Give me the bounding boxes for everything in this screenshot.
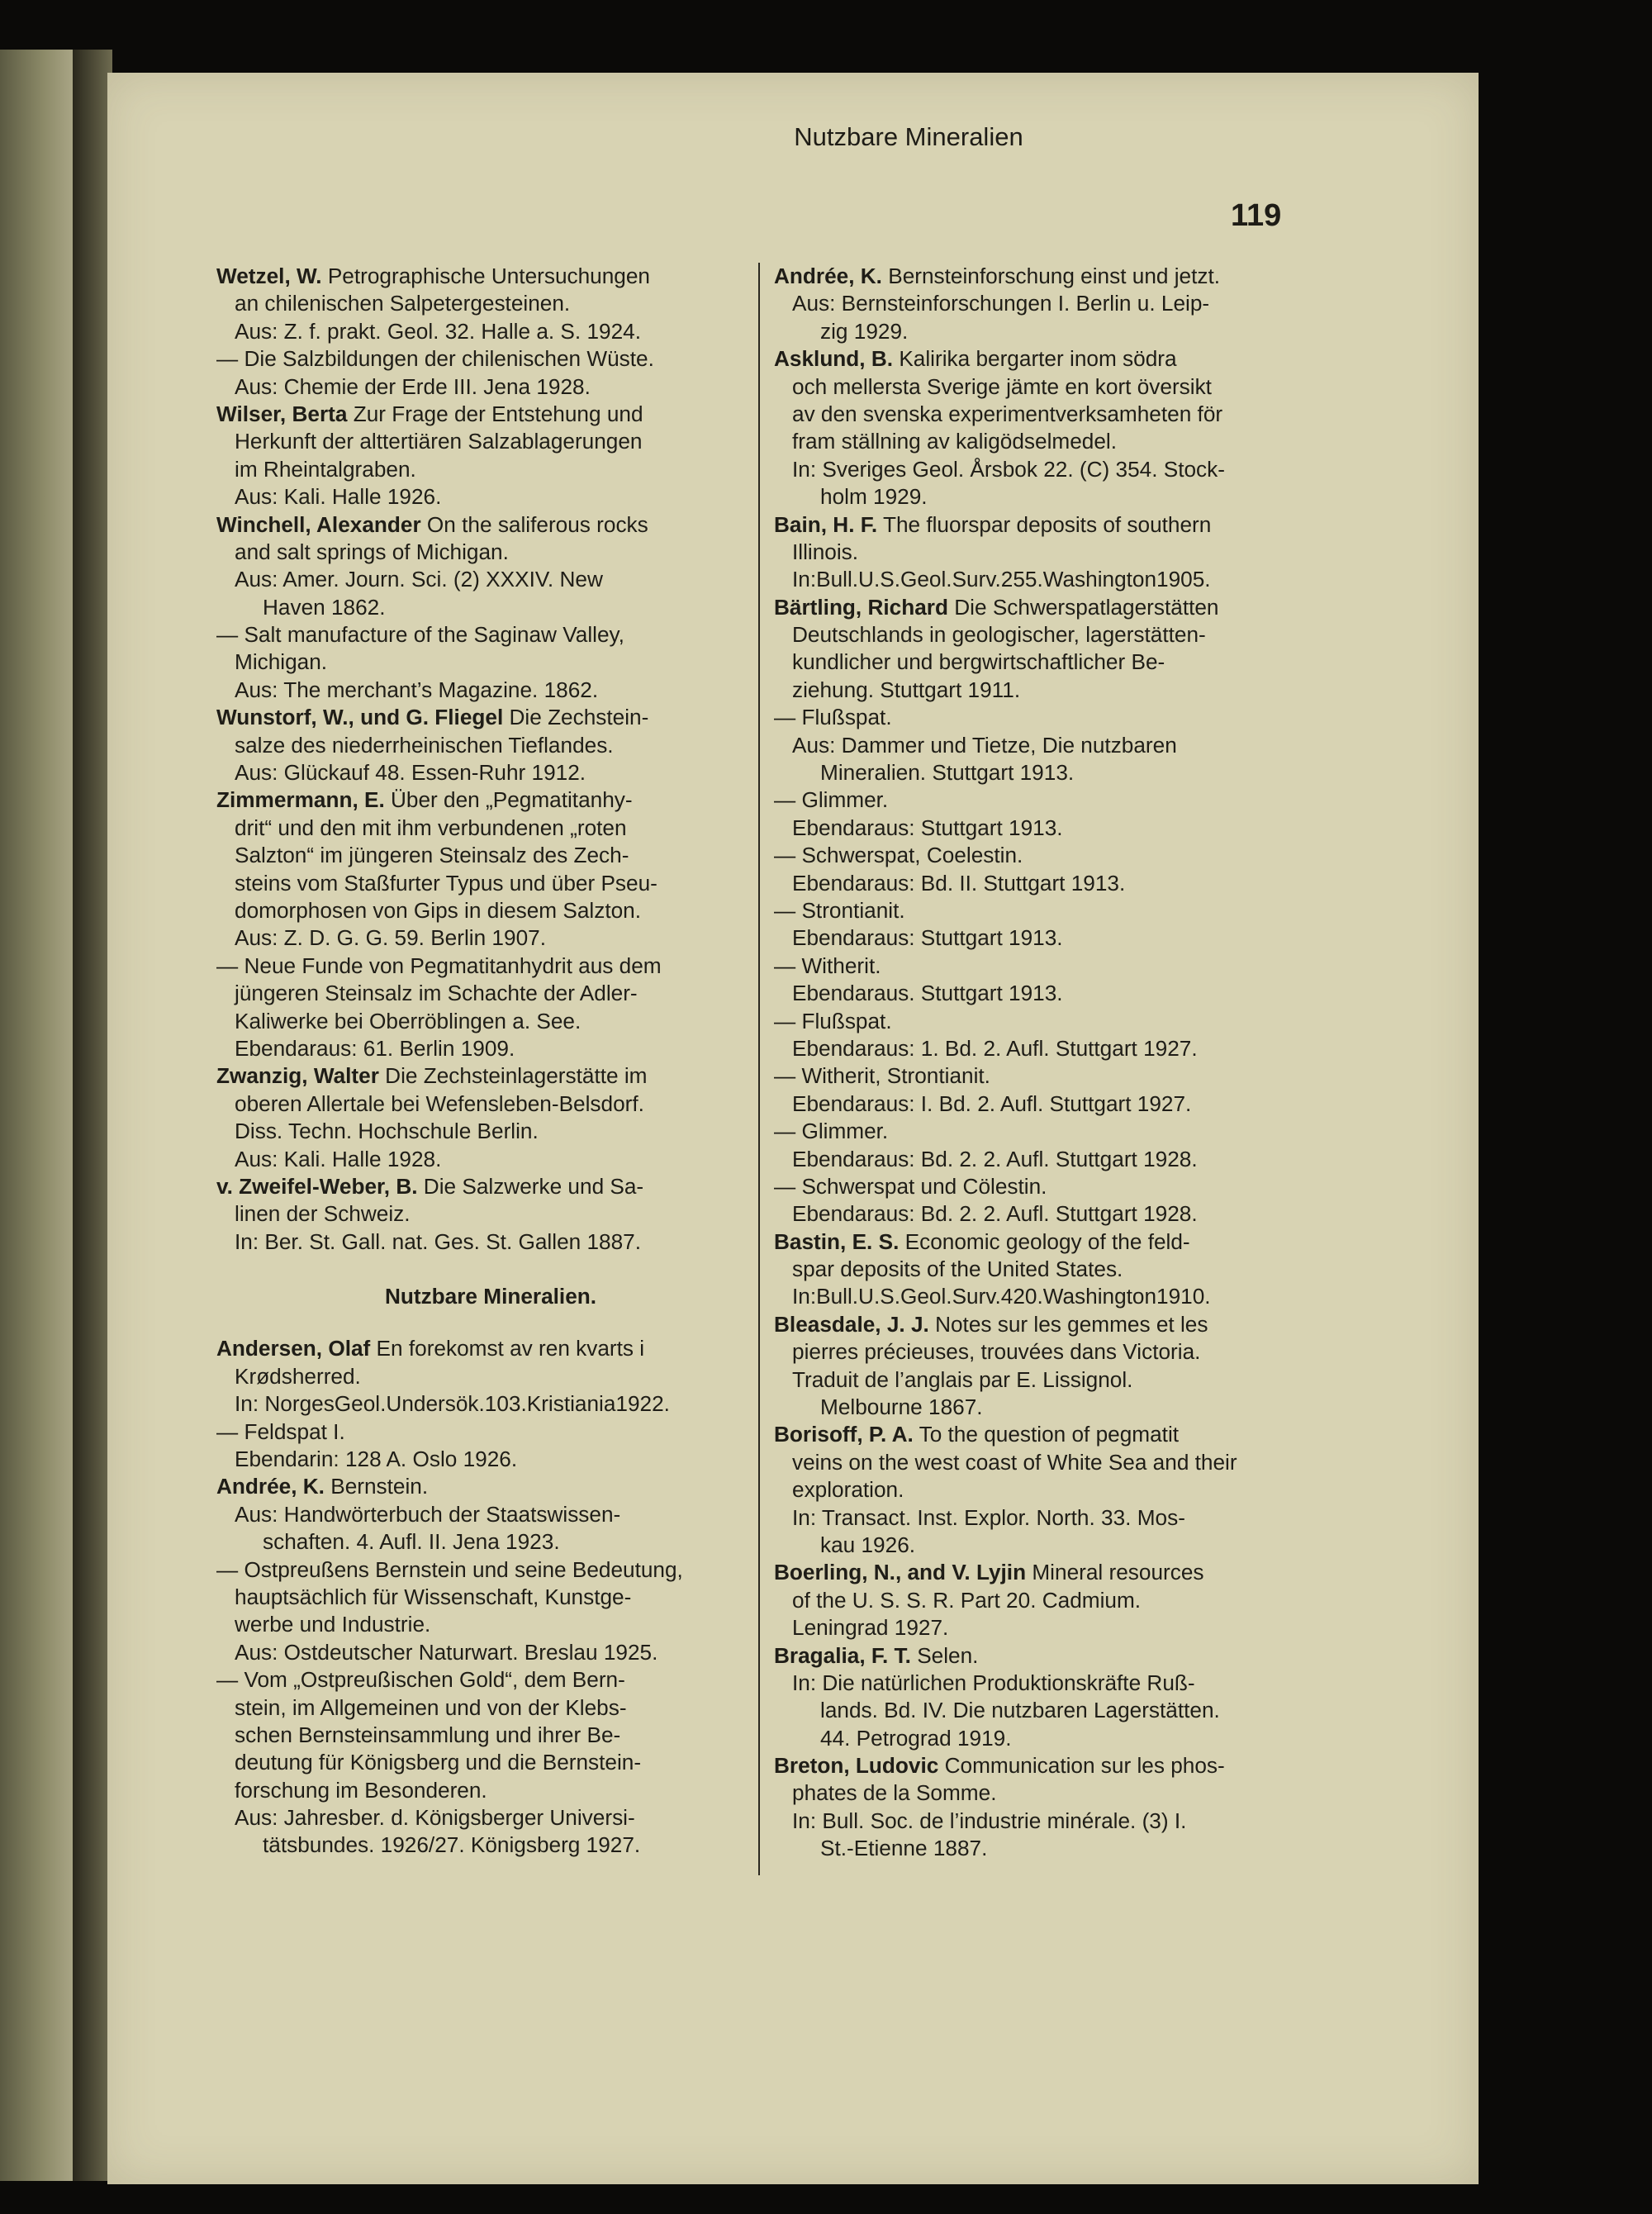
entry-text: and salt springs of Michigan. bbox=[235, 539, 509, 564]
entry-text: To the question of pegmatit bbox=[913, 1422, 1180, 1447]
entry-text: Aus: Chemie der Erde III. Jena 1928. bbox=[235, 373, 591, 399]
entry-text: Traduit de l’anglais par E. Lissignol. bbox=[792, 1366, 1133, 1392]
entry-line bbox=[774, 953, 1298, 980]
entry-text: och mellersta Sverige jämte en kort översikt bbox=[792, 373, 1212, 399]
left-entries-top bbox=[216, 263, 740, 1256]
entry-text: Aus: The merchant’s Magazine. 1862. bbox=[235, 677, 599, 702]
page-number: 119 bbox=[1231, 198, 1282, 233]
entry-text: — Flußspat. bbox=[774, 1008, 892, 1033]
entry-text: Petrographische Untersuchungen bbox=[321, 264, 650, 288]
entry-text: St.-Etienne 1887. bbox=[820, 1836, 988, 1861]
entry-line bbox=[774, 980, 1298, 1007]
entry-text: oberen Allertale bei Wefensleben-Belsdorf. bbox=[235, 1090, 644, 1116]
entry-text: On the saliferous rocks bbox=[420, 511, 648, 537]
entry-text: salze des niederrheinischen Tieflandes. bbox=[235, 732, 614, 758]
entry-heading-line bbox=[216, 511, 740, 539]
entry-line bbox=[774, 1035, 1298, 1062]
author-name: Andersen, Olaf bbox=[216, 1336, 371, 1361]
entry-line bbox=[216, 1228, 740, 1256]
entry-line bbox=[216, 1446, 740, 1473]
author-name: Asklund, B. bbox=[774, 346, 894, 372]
entry-text: Mineral resources bbox=[1026, 1560, 1204, 1585]
entry-line bbox=[216, 1611, 740, 1638]
entry-text: Salzton“ im jüngeren Steinsalz des Zech- bbox=[235, 843, 629, 868]
entry-line bbox=[774, 428, 1298, 455]
entry-text: Aus: Jahresber. d. Königsberger Universi- bbox=[235, 1805, 635, 1831]
entry-line bbox=[774, 1173, 1298, 1200]
author-name: Wetzel, W. bbox=[216, 264, 322, 288]
entry-text: Über den „Pegmatitanhy- bbox=[384, 787, 633, 813]
entry-text: fram ställning av kaligödselmedel. bbox=[792, 429, 1118, 454]
entry-text: In: Transact. Inst. Explor. North. 33. Mos- bbox=[792, 1504, 1185, 1530]
left-entries-bottom bbox=[216, 1335, 740, 1859]
entry-line bbox=[216, 428, 740, 455]
entry-line bbox=[216, 1694, 740, 1722]
entry-line bbox=[774, 1670, 1298, 1697]
entry-text: linen der Schweiz. bbox=[235, 1201, 411, 1227]
entry-line bbox=[774, 924, 1298, 952]
entry-line bbox=[774, 704, 1298, 731]
entry-line bbox=[774, 318, 1298, 345]
entry-line bbox=[216, 815, 740, 842]
entry-text: stein, im Allgemeinen und von der Klebs- bbox=[235, 1694, 627, 1720]
entry-line bbox=[216, 1777, 740, 1804]
entry-heading-line bbox=[216, 1335, 740, 1362]
entry-line bbox=[774, 1779, 1298, 1807]
entry-line bbox=[216, 1804, 740, 1832]
entry-text: In: Bull. Soc. de l’industrie minérale. (3) I. bbox=[792, 1808, 1187, 1833]
entry-line bbox=[216, 1556, 740, 1584]
entry-line bbox=[774, 1835, 1298, 1862]
entry-line bbox=[216, 1666, 740, 1694]
entry-line bbox=[216, 677, 740, 704]
entry-heading-line bbox=[774, 1421, 1298, 1448]
entry-text: — Ostpreußens Bernstein und seine Bedeutung, bbox=[216, 1556, 683, 1582]
entry-text: Aus: Kali. Halle 1926. bbox=[235, 484, 442, 510]
entry-line bbox=[216, 566, 740, 593]
entry-text: Aus: Bernsteinforschungen I. Berlin u. Leip- bbox=[792, 291, 1210, 316]
entry-text: Haven 1862. bbox=[263, 594, 386, 620]
entry-text: Die Salzwerke und Sa- bbox=[417, 1173, 644, 1199]
entry-text: of the U. S. S. R. Part 20. Cadmium. bbox=[792, 1587, 1142, 1613]
entry-text: Aus: Amer. Journ. Sci. (2) XXXIV. New bbox=[235, 567, 603, 592]
entry-text: Ebendaraus: I. Bd. 2. Aufl. Stuttgart 1927. bbox=[792, 1090, 1192, 1116]
entry-line bbox=[774, 456, 1298, 483]
entry-text: — Neue Funde von Pegmatitanhydrit aus dem bbox=[216, 953, 662, 978]
entry-text: Aus: Kali. Halle 1928. bbox=[235, 1146, 442, 1171]
entry-line bbox=[216, 621, 740, 649]
entry-text: Ebendaraus: Bd. 2. 2. Aufl. Stuttgart 1928. bbox=[792, 1146, 1198, 1171]
entry-heading-line bbox=[216, 1062, 740, 1090]
entry-line bbox=[216, 594, 740, 621]
entry-text: lands. Bd. IV. Die nutzbaren Lagerstätten. bbox=[820, 1698, 1220, 1723]
author-name: Bain, H. F. bbox=[774, 511, 878, 537]
entry-line bbox=[774, 1118, 1298, 1145]
entry-line bbox=[774, 786, 1298, 814]
author-name: Borisoff, P. A. bbox=[774, 1422, 914, 1447]
entry-text: Illinois. bbox=[792, 539, 859, 564]
entry-line bbox=[774, 897, 1298, 924]
entry-text: — Schwerspat und Cölestin. bbox=[774, 1173, 1047, 1199]
entry-line bbox=[774, 759, 1298, 786]
previous-page-edge bbox=[0, 50, 73, 2181]
entry-line bbox=[216, 649, 740, 676]
entry-line bbox=[216, 539, 740, 566]
entry-line bbox=[774, 1614, 1298, 1641]
entry-text: Bernstein. bbox=[324, 1474, 429, 1499]
entry-line bbox=[216, 1528, 740, 1556]
entry-text: an chilenischen Salpetergesteinen. bbox=[235, 291, 571, 316]
entry-text: — Die Salzbildungen der chilenischen Wüste. bbox=[216, 346, 654, 372]
entry-line bbox=[774, 1476, 1298, 1504]
entry-text: veins on the west coast of White Sea and their bbox=[792, 1449, 1237, 1475]
entry-text: steins vom Staßfurter Typus und über Pseu- bbox=[235, 870, 657, 896]
entry-heading-line bbox=[774, 1642, 1298, 1670]
entry-text: ziehung. Stuttgart 1911. bbox=[792, 677, 1021, 702]
right-column bbox=[774, 263, 1298, 1863]
entry-heading-line bbox=[216, 704, 740, 731]
entry-text: Communication sur les phos- bbox=[938, 1753, 1225, 1779]
entry-line bbox=[216, 318, 740, 345]
entry-heading-line bbox=[774, 263, 1298, 290]
entry-text: zig 1929. bbox=[820, 318, 909, 344]
entry-text: Ebendaraus: 1. Bd. 2. Aufl. Stuttgart 1927. bbox=[792, 1035, 1198, 1061]
entry-text: In:Bull.U.S.Geol.Surv.420.Washington1910. bbox=[792, 1284, 1211, 1309]
entry-line bbox=[216, 1090, 740, 1118]
entry-line bbox=[774, 1366, 1298, 1394]
entry-line bbox=[774, 1394, 1298, 1421]
author-name: Bastin, E. S. bbox=[774, 1228, 900, 1254]
entry-line bbox=[216, 1639, 740, 1666]
entry-text: Ebendaraus: Stuttgart 1913. bbox=[792, 925, 1063, 951]
entry-text: Aus: Z. f. prakt. Geol. 32. Halle a. S. 1924. bbox=[235, 318, 641, 344]
entry-line bbox=[216, 456, 740, 483]
section-heading: Nutzbare Mineralien. bbox=[384, 1284, 597, 1309]
entry-text: pierres précieuses, trouvées dans Victoria. bbox=[792, 1339, 1201, 1365]
entry-text: In: Die natürlichen Produktionskräfte Ruß- bbox=[792, 1670, 1195, 1695]
right-entries bbox=[774, 263, 1298, 1863]
entry-line bbox=[774, 621, 1298, 649]
author-name: Zwanzig, Walter bbox=[216, 1063, 379, 1089]
entry-text: In: Ber. St. Gall. nat. Ges. St. Gallen 1887. bbox=[235, 1228, 641, 1254]
entry-line bbox=[774, 1449, 1298, 1476]
entry-text: deutung für Königsberg und die Bernstein- bbox=[235, 1750, 642, 1775]
entry-text: Aus: Handwörterbuch der Staatswissen- bbox=[235, 1501, 621, 1527]
entry-text: kundlicher und bergwirtschaftlicher Be- bbox=[792, 649, 1165, 675]
entry-line bbox=[216, 1363, 740, 1390]
entry-heading-line bbox=[216, 1173, 740, 1200]
entry-heading-line bbox=[216, 1473, 740, 1500]
entry-line bbox=[774, 842, 1298, 869]
entry-text: av den svenska experimentverksamheten för bbox=[792, 401, 1223, 426]
entry-line bbox=[216, 870, 740, 897]
book-gutter bbox=[73, 50, 112, 2181]
entry-text: Aus: Ostdeutscher Naturwart. Breslau 1925. bbox=[235, 1639, 658, 1665]
entry-text: Economic geology of the feld- bbox=[899, 1228, 1190, 1254]
entry-text: Selen. bbox=[910, 1642, 979, 1668]
entry-line bbox=[774, 815, 1298, 842]
entry-text: phates de la Somme. bbox=[792, 1780, 997, 1806]
entry-text: Krødsherred. bbox=[235, 1363, 361, 1389]
entry-text: Ebendaraus. Stuttgart 1913. bbox=[792, 981, 1063, 1006]
entry-line bbox=[216, 759, 740, 786]
author-name: Bragalia, F. T. bbox=[774, 1642, 911, 1668]
entry-text: im Rheintalgraben. bbox=[235, 456, 416, 482]
entry-text: Kalirika bergarter inom södra bbox=[893, 346, 1177, 372]
entry-text: Ebendaraus: Bd. II. Stuttgart 1913. bbox=[792, 870, 1126, 896]
entry-text: tätsbundes. 1926/27. Königsberg 1927. bbox=[263, 1832, 641, 1858]
entry-text: Deutschlands in geologischer, lagerstätten- bbox=[792, 622, 1206, 648]
entry-text: Diss. Techn. Hochschule Berlin. bbox=[235, 1119, 539, 1144]
entry-text: forschung im Besonderen. bbox=[235, 1777, 487, 1803]
entry-heading-line bbox=[774, 511, 1298, 539]
running-title: Nutzbare Mineralien bbox=[794, 122, 1023, 151]
author-name: Andrée, K. bbox=[216, 1474, 325, 1499]
entry-line bbox=[216, 290, 740, 317]
author-name: Bärtling, Richard bbox=[774, 594, 948, 620]
entry-line bbox=[216, 1008, 740, 1035]
entry-line bbox=[216, 1722, 740, 1749]
entry-line bbox=[774, 1090, 1298, 1118]
entry-text: — Witherit. bbox=[774, 953, 881, 978]
left-column bbox=[216, 263, 740, 1860]
entry-text: In: NorgesGeol.Undersök.103.Kristiania1922. bbox=[235, 1391, 670, 1417]
entry-line bbox=[216, 1390, 740, 1418]
entry-text: Ebendaraus: 61. Berlin 1909. bbox=[235, 1035, 515, 1061]
author-name: Wilser, Berta bbox=[216, 401, 348, 426]
entry-heading-line bbox=[216, 401, 740, 428]
entry-heading-line bbox=[774, 345, 1298, 373]
entry-heading-line bbox=[774, 1752, 1298, 1779]
entry-text: En forekomst av ren kvarts i bbox=[370, 1336, 645, 1361]
author-name: Winchell, Alexander bbox=[216, 511, 421, 537]
author-name: Andrée, K. bbox=[774, 264, 882, 288]
author-name: Boerling, N., and V. Lyjin bbox=[774, 1560, 1027, 1585]
entry-line bbox=[774, 870, 1298, 897]
entry-line bbox=[216, 1200, 740, 1228]
column-divider bbox=[758, 263, 760, 1875]
entry-line bbox=[774, 1587, 1298, 1614]
entry-text: domorphosen von Gips in diesem Salzton. bbox=[235, 897, 642, 923]
entry-line bbox=[774, 1062, 1298, 1090]
entry-heading-line bbox=[774, 594, 1298, 621]
entry-line bbox=[216, 1749, 740, 1776]
entry-heading-line bbox=[774, 1311, 1298, 1338]
entry-line bbox=[774, 1697, 1298, 1724]
entry-text: — Feldspat I. bbox=[216, 1418, 345, 1444]
entry-line bbox=[216, 897, 740, 924]
entry-text: Zur Frage der Entstehung und bbox=[347, 401, 643, 426]
entry-text: Kaliwerke bei Oberröblingen a. See. bbox=[235, 1008, 582, 1033]
entry-text: jüngeren Steinsalz im Schachte der Adler- bbox=[235, 981, 638, 1006]
entry-line bbox=[216, 1832, 740, 1859]
entry-line bbox=[774, 1808, 1298, 1835]
entry-text: Ebendaraus: Stuttgart 1913. bbox=[792, 815, 1063, 840]
entry-line bbox=[774, 732, 1298, 759]
author-name: Zimmermann, E. bbox=[216, 787, 385, 813]
entry-line bbox=[774, 290, 1298, 317]
entry-text: Die Zechstein- bbox=[503, 705, 649, 730]
entry-text: schaften. 4. Aufl. II. Jena 1923. bbox=[263, 1529, 560, 1555]
entry-line bbox=[216, 732, 740, 759]
entry-text: spar deposits of the United States. bbox=[792, 1257, 1123, 1282]
entry-text: In: Sveriges Geol. Årsbok 22. (C) 354. Stock- bbox=[792, 456, 1225, 482]
entry-text: schen Bernsteinsammlung und ihrer Be- bbox=[235, 1722, 621, 1747]
entry-line bbox=[774, 1146, 1298, 1173]
entry-line bbox=[774, 1725, 1298, 1752]
entry-text: — Witherit, Strontianit. bbox=[774, 1063, 990, 1089]
entry-text: Bernsteinforschung einst und jetzt. bbox=[881, 264, 1221, 288]
entry-line bbox=[774, 1256, 1298, 1283]
author-name: Bleasdale, J. J. bbox=[774, 1311, 929, 1337]
entry-text: exploration. bbox=[792, 1477, 904, 1503]
entry-text: Leningrad 1927. bbox=[792, 1615, 949, 1641]
entry-line bbox=[216, 1501, 740, 1528]
entry-heading-line bbox=[774, 1559, 1298, 1586]
entry-line bbox=[216, 842, 740, 869]
entry-text: Ebendarin: 128 A. Oslo 1926. bbox=[235, 1447, 518, 1472]
entry-text: — Salt manufacture of the Saginaw Valley, bbox=[216, 622, 624, 648]
entry-line bbox=[216, 1584, 740, 1611]
entry-text: In:Bull.U.S.Geol.Surv.255.Washington1905. bbox=[792, 567, 1211, 592]
entry-text: — Glimmer. bbox=[774, 1119, 889, 1144]
entry-heading-line bbox=[774, 1228, 1298, 1256]
entry-text: — Glimmer. bbox=[774, 787, 889, 813]
entry-text: — Vom „Ostpreußischen Gold“, dem Bern- bbox=[216, 1667, 625, 1693]
entry-text: Aus: Glückauf 48. Essen-Ruhr 1912. bbox=[235, 760, 586, 786]
entry-line bbox=[216, 1146, 740, 1173]
entry-line bbox=[774, 1504, 1298, 1532]
entry-line bbox=[774, 483, 1298, 511]
entry-line bbox=[774, 1008, 1298, 1035]
entry-text: Aus: Z. D. G. G. 59. Berlin 1907. bbox=[235, 925, 546, 951]
entry-line bbox=[216, 1118, 740, 1145]
entry-text: Michigan. bbox=[235, 649, 328, 675]
entry-line bbox=[774, 1532, 1298, 1559]
entry-line bbox=[774, 649, 1298, 676]
entry-heading-line bbox=[216, 786, 740, 814]
entry-line bbox=[216, 924, 740, 952]
entry-line bbox=[216, 980, 740, 1007]
entry-line bbox=[216, 1035, 740, 1062]
entry-text: drit“ und den mit ihm verbundenen „roten bbox=[235, 815, 627, 840]
entry-line bbox=[774, 401, 1298, 428]
entry-line bbox=[216, 1418, 740, 1446]
entry-text: hauptsächlich für Wissenschaft, Kunstge- bbox=[235, 1584, 632, 1609]
entry-text: 44. Petrograd 1919. bbox=[820, 1725, 1012, 1751]
entry-text: Melbourne 1867. bbox=[820, 1394, 983, 1420]
entry-line bbox=[216, 345, 740, 373]
author-name: Breton, Ludovic bbox=[774, 1753, 939, 1779]
author-name: v. Zweifel-Weber, B. bbox=[216, 1173, 418, 1199]
entry-heading-line bbox=[216, 263, 740, 290]
entry-text: werbe und Industrie. bbox=[235, 1612, 431, 1637]
entry-line bbox=[216, 373, 740, 401]
entry-text: Mineralien. Stuttgart 1913. bbox=[820, 760, 1075, 786]
entry-text: Herkunft der alttertiären Salzablagerungen bbox=[235, 429, 643, 454]
entry-line bbox=[774, 1200, 1298, 1228]
entry-line bbox=[216, 953, 740, 980]
entry-text: — Flußspat. bbox=[774, 705, 892, 730]
entry-line bbox=[774, 373, 1298, 401]
entry-text: Ebendaraus: Bd. 2. 2. Aufl. Stuttgart 1928. bbox=[792, 1201, 1198, 1227]
entry-line bbox=[774, 1283, 1298, 1310]
entry-text: Aus: Dammer und Tietze, Die nutzbaren bbox=[792, 732, 1177, 758]
entry-text: kau 1926. bbox=[820, 1532, 916, 1557]
entry-line bbox=[774, 1338, 1298, 1366]
entry-line bbox=[774, 539, 1298, 566]
entry-text: Die Schwerspatlagerstätten bbox=[947, 594, 1219, 620]
entry-line bbox=[216, 483, 740, 511]
entry-text: The fluorspar deposits of southern bbox=[877, 511, 1212, 537]
entry-text: — Strontianit. bbox=[774, 897, 905, 923]
entry-text: — Schwerspat, Coelestin. bbox=[774, 843, 1023, 868]
author-name: Wunstorf, W., und G. Fliegel bbox=[216, 705, 504, 730]
entry-line bbox=[774, 677, 1298, 704]
entry-text: holm 1929. bbox=[820, 484, 928, 510]
entry-text: Die Zechsteinlagerstätte im bbox=[378, 1063, 648, 1089]
entry-line bbox=[774, 566, 1298, 593]
entry-text: Notes sur les gemmes et les bbox=[928, 1311, 1208, 1337]
